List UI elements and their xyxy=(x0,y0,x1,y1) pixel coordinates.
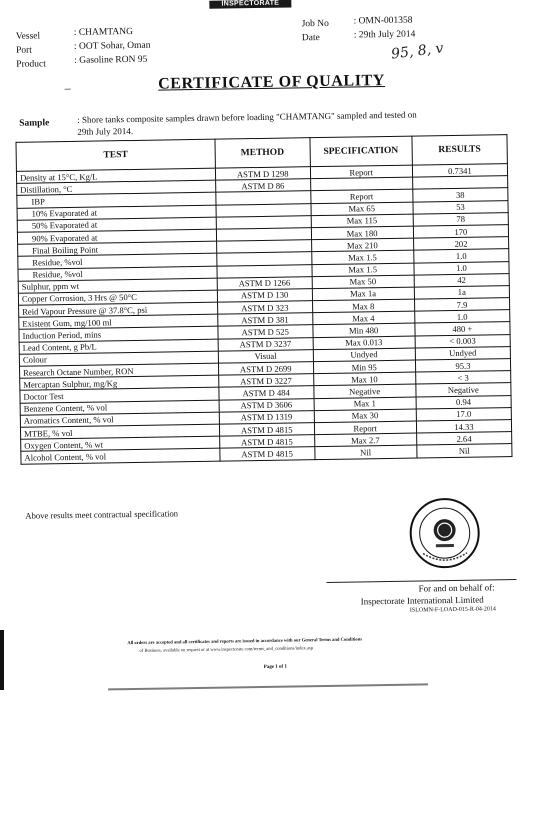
result-cell: 95.3 xyxy=(415,359,510,373)
method-cell: ASTM D 323 xyxy=(217,301,312,315)
method-cell: ASTM D 1319 xyxy=(219,410,314,424)
vessel-label: Vessel xyxy=(15,31,41,42)
specification-cell: Nil xyxy=(314,445,416,459)
specification-cell: Max 0.013 xyxy=(313,336,415,350)
date-label: Date xyxy=(301,33,320,44)
method-cell: ASTM D 130 xyxy=(217,289,312,303)
result-cell: Nil xyxy=(417,444,512,458)
method-cell: Visual xyxy=(218,349,313,363)
test-name-cell: MTBE, % vol xyxy=(20,424,219,439)
result-cell: 480 + xyxy=(415,322,510,336)
product-value: : Gasoline RON 95 xyxy=(74,54,148,66)
specification-cell: Report xyxy=(310,189,412,203)
result-cell: 202 xyxy=(413,237,508,251)
test-name-cell: Density at 15°C, Kg/L xyxy=(16,168,215,183)
result-cell: 1.0 xyxy=(414,261,509,275)
test-name-cell: 10% Evaporated at xyxy=(17,205,216,220)
test-name-cell: Alcohol Content, % vol xyxy=(21,448,220,463)
vessel-value: : CHAMTANG xyxy=(73,26,134,38)
document-reference: ISLOMN-F-LOAD-015-R-04-2014 xyxy=(409,606,496,614)
header-results: RESULTS xyxy=(412,135,508,165)
test-name-cell: Distillation, °C xyxy=(17,180,216,195)
specification-cell: Max 4 xyxy=(312,311,414,325)
specification-cell: Max 1a xyxy=(312,287,414,301)
handwritten-note: 95, 8, v xyxy=(390,40,445,63)
header-specification: SPECIFICATION xyxy=(309,136,412,167)
test-name-cell: 90% Evaporated at xyxy=(17,229,216,244)
job-value: : OMN-001358 xyxy=(353,15,413,27)
method-cell: ASTM D 484 xyxy=(219,386,314,400)
specification-cell: Max 1 xyxy=(314,397,416,411)
specification-cell: Max 8 xyxy=(312,299,414,313)
specification-cell: Max 50 xyxy=(312,275,414,289)
specification-cell: Max 210 xyxy=(311,238,413,252)
test-name-cell: Colour xyxy=(19,351,218,366)
method-cell: ASTM D 3227 xyxy=(219,374,314,388)
test-name-cell: Residue, %vol xyxy=(18,266,217,281)
header-method: METHOD xyxy=(215,138,310,168)
product-label: Product xyxy=(16,59,46,70)
terms-line-1: All orders are accepted and all certificates and reports are issued in accordance with our General Terms and Conditions xyxy=(127,636,363,646)
test-name-cell: Reid Vapour Pressure @ 37.8°C, psi xyxy=(19,302,218,317)
method-cell: ASTM D 1266 xyxy=(217,276,312,290)
specification-cell: Min 480 xyxy=(312,324,414,338)
specification-cell: Max 30 xyxy=(314,409,416,423)
on-behalf-text: For and on behalf of: xyxy=(418,582,495,594)
result-cell: < 3 xyxy=(415,371,510,385)
sample-description: : Shore tanks composite samples drawn before loading "CHAMTANG" sampled and tested on 29th July 2014. xyxy=(77,109,417,137)
test-name-cell: Residue, %vol xyxy=(18,253,217,268)
sample-label: Sample xyxy=(19,118,50,129)
test-name-cell: Doctor Test xyxy=(20,388,219,403)
specification-cell: Max 1.5 xyxy=(311,263,413,277)
result-cell: 1a xyxy=(414,285,509,299)
test-name-cell: Aromatics Content, % vol xyxy=(20,412,219,427)
test-name-cell: Research Octane Number, RON xyxy=(20,363,219,378)
company-name: Inspectorate International Limited xyxy=(360,594,484,607)
method-cell: ASTM D 1298 xyxy=(215,167,310,181)
specification-cell: Report xyxy=(314,421,416,435)
dash-mark: – xyxy=(64,80,71,96)
method-cell: ASTM D 4815 xyxy=(220,447,315,461)
test-name-cell: Lead Content, g Pb/L xyxy=(19,339,218,354)
specification-cell: Max 65 xyxy=(311,202,413,216)
specification-cell: Max 115 xyxy=(311,214,413,228)
test-name-cell: Sulphur, ppm wt xyxy=(18,278,217,293)
specification-cell: Min 95 xyxy=(313,360,415,374)
result-cell: Undyed xyxy=(415,346,510,360)
result-cell: 42 xyxy=(414,273,509,287)
result-cell: 1.0 xyxy=(414,249,509,263)
test-name-cell: IBP xyxy=(17,193,216,208)
test-name-cell: Copper Corrosion, 3 Hrs @ 50°C xyxy=(18,290,217,305)
brand-banner: INSPECTORATE xyxy=(209,0,291,9)
method-cell: ASTM D 3237 xyxy=(218,337,313,351)
page-number: Page 1 of 1 xyxy=(263,664,288,670)
footer-divider xyxy=(108,683,428,690)
result-cell: 0.94 xyxy=(416,395,511,409)
result-cell: Negative xyxy=(416,383,511,397)
method-cell: ASTM D 4815 xyxy=(220,435,315,449)
scan-edge-mark xyxy=(0,630,4,690)
result-cell: 1.0 xyxy=(414,310,509,324)
conformance-note: Above results meet contractual specification xyxy=(25,508,179,521)
method-cell: ASTM D 3606 xyxy=(219,398,314,412)
result-cell: 17.0 xyxy=(416,407,511,421)
port-label: Port xyxy=(15,45,32,56)
test-name-cell: Induction Period, mins xyxy=(19,327,218,342)
method-cell: ASTM D 4815 xyxy=(219,423,314,437)
result-cell: < 0.003 xyxy=(415,334,510,348)
method-cell: ASTM D 2699 xyxy=(218,362,313,376)
port-value: : OOT Sohar, Oman xyxy=(73,40,151,52)
specification-cell: Undyed xyxy=(313,348,415,362)
company-seal-stamp xyxy=(408,497,481,570)
result-cell: 2.64 xyxy=(416,432,511,446)
specification-cell: Report xyxy=(310,165,412,179)
terms-line-2: of Business, available on request or at www.inspectorate.com/terms_and_conditions/index.asp xyxy=(139,645,314,653)
result-cell: 38 xyxy=(413,188,508,202)
method-cell: ASTM D 525 xyxy=(218,325,313,339)
result-cell: 170 xyxy=(413,225,508,239)
result-cell: 78 xyxy=(413,212,508,226)
specification-cell: Negative xyxy=(313,384,415,398)
method-cell: ASTM D 381 xyxy=(218,313,313,327)
test-name-cell: Final Boiling Point xyxy=(18,241,217,256)
header-test: TEST xyxy=(16,139,215,171)
results-table xyxy=(15,134,512,464)
specification-cell: Max 180 xyxy=(311,226,413,240)
test-name-cell: Benzene Content, % vol xyxy=(20,400,219,415)
test-name-cell: Oxygen Content, % wt xyxy=(21,436,220,451)
specification-cell: Max 2.7 xyxy=(314,433,416,447)
certificate-title: CERTIFICATE OF QUALITY xyxy=(158,72,386,93)
specification-cell: Max 10 xyxy=(313,372,415,386)
result-cell: 7.9 xyxy=(414,298,509,312)
method-cell: ASTM D 86 xyxy=(216,179,311,193)
result-cell: 0.7341 xyxy=(412,164,507,178)
test-name-cell: Existent Gum, mg/100 ml xyxy=(19,314,218,329)
test-name-cell: Mercaptan Sulphur, mg/Kg xyxy=(20,375,219,390)
job-label: Job No xyxy=(301,18,329,30)
result-cell: 14.33 xyxy=(416,420,511,434)
specification-cell: Max 1.5 xyxy=(311,250,413,264)
result-cell: 53 xyxy=(413,200,508,214)
date-value: : 29th July 2014 xyxy=(353,29,416,41)
test-name-cell: 50% Evaporated at xyxy=(17,217,216,232)
